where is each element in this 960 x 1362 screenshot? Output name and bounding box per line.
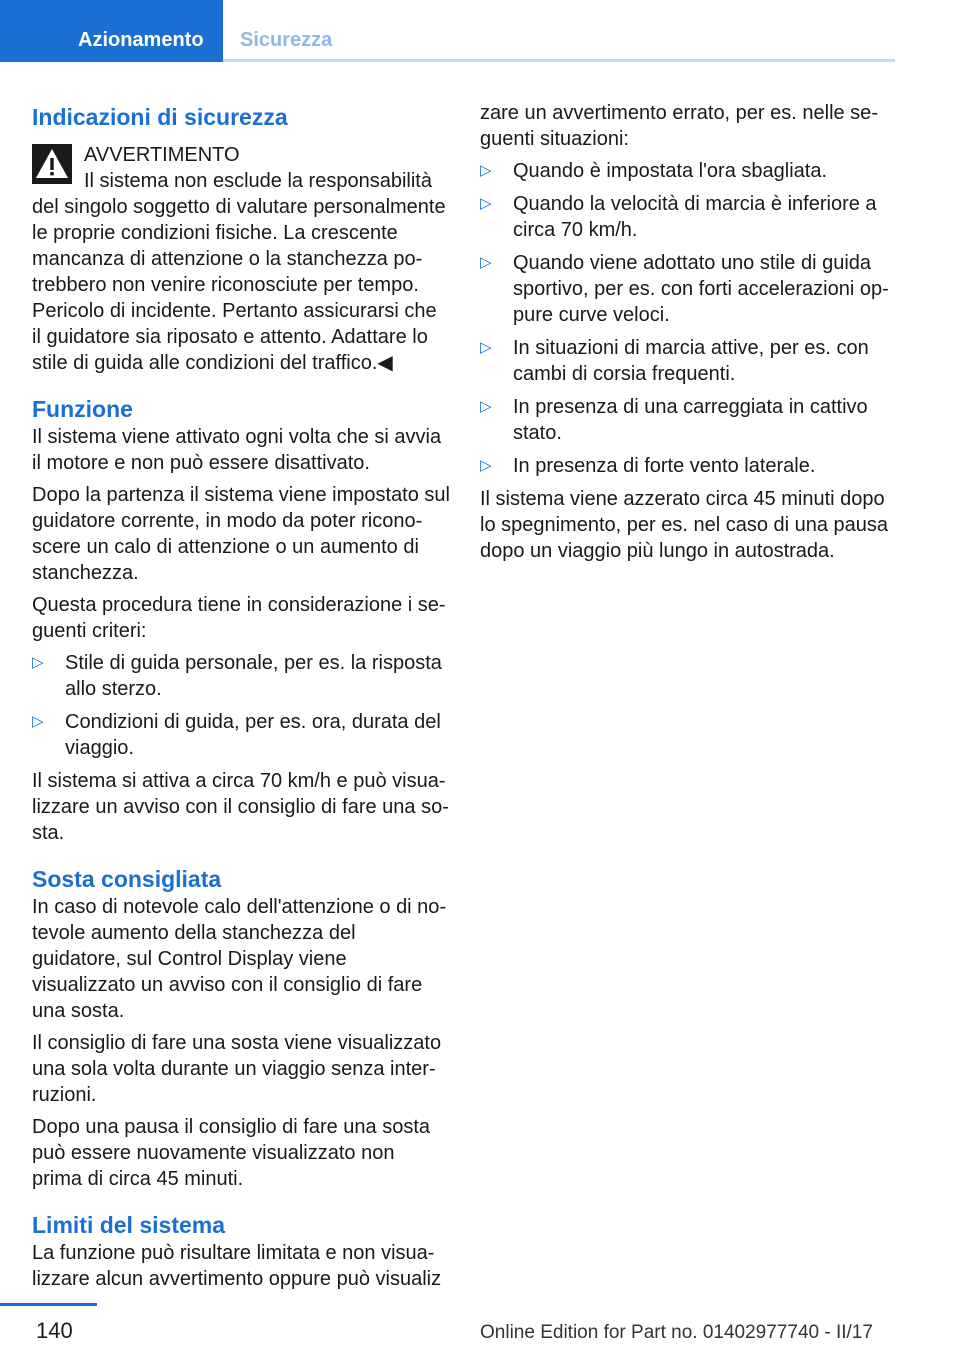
left-column [32, 100, 450, 1298]
right-column [480, 100, 898, 570]
bullet-triangle-icon: ▷ [480, 457, 492, 474]
bullet-triangle-icon: ▷ [480, 195, 492, 212]
list-item [480, 191, 898, 243]
heading-limits: Limiti del sistema [32, 1212, 226, 1238]
heading-safety: Indicazioni di sicurezza [32, 104, 288, 130]
header-bar [0, 0, 960, 62]
page-number: 140 [36, 1318, 73, 1343]
rest-paragraph-3: Dopo una pausa il consiglio di fare una sosta può essere nuovamente visualizzato non prima di circa 45 minuti. [32, 1116, 431, 1190]
rest-paragraph-2: Il consiglio di fare una sosta viene visualizzato una sola volta durante un viaggio senza interruzioni. [32, 1032, 442, 1106]
list-item-text: Quando viene adottato uno stile di guida sportivo, per es. con forti accelerazioni oppure curve veloci. [513, 252, 889, 326]
warning-block [32, 142, 450, 376]
list-item [32, 709, 450, 761]
bullet-triangle-icon: ▷ [480, 254, 492, 271]
list-item-text: Quando è impostata l'ora sbagliata. [513, 160, 828, 182]
function-paragraph-1: Il sistema viene attivato ogni volta che si avvia il motore e non può essere disattivato. [32, 426, 442, 474]
bullet-triangle-icon: ▷ [480, 339, 492, 356]
tab-azionamento[interactable]: Azionamento [0, 0, 223, 62]
list-item [32, 650, 450, 702]
header-divider [223, 59, 895, 62]
list-item [480, 335, 898, 387]
function-paragraph-2: Dopo la partenza il sistema viene impostato sul guidatore corrente, in modo da poter riconoscere un calo di attenzione o un aumento di stanchezza. [32, 484, 450, 584]
footer-accent-line [0, 1303, 97, 1306]
bullet-triangle-icon: ▷ [32, 713, 44, 730]
limits-paragraph-1: La funzione può risultare limitata e non visualizzare alcun avvertimento oppure può visualiz [32, 1242, 442, 1290]
criteria-list [32, 650, 450, 761]
rest-paragraph-1: In caso di notevole calo dell'attenzione o di notevole aumento della stanchezza del guidatore, sul Control Display viene visualizzato un avviso con il consiglio di fare una sosta. [32, 896, 447, 1022]
list-item-text: In presenza di una carreggiata in cattivo stato. [513, 396, 868, 444]
edition-note: Online Edition for Part no. 01402977740 - II/17 [480, 1322, 873, 1343]
list-item [480, 250, 898, 328]
list-item-text: In presenza di forte vento laterale. [513, 455, 816, 477]
warning-triangle-icon [32, 144, 72, 184]
list-item-text: Condizioni di guida, per es. ora, durata del viaggio. [65, 711, 441, 759]
bullet-triangle-icon: ▷ [480, 398, 492, 415]
list-item-text: Stile di guida personale, per es. la risposta allo sterzo. [65, 652, 442, 700]
limits-continued-paragraph: zare un avvertimento errato, per es. nelle seguenti situazioni: [480, 102, 878, 150]
bullet-triangle-icon: ▷ [32, 654, 44, 671]
bullet-triangle-icon: ▷ [480, 162, 492, 179]
function-paragraph-4: Il sistema si attiva a circa 70 km/h e può visualizzare un avviso con il consiglio di fare una sosta. [32, 770, 449, 844]
warning-title: AVVERTIMENTO [84, 144, 240, 166]
list-item-text: Quando la velocità di marcia è inferiore a circa 70 km/h. [513, 193, 877, 241]
warning-text: Il sistema non esclude la responsabilità del singolo soggetto di valutare personalmente le proprie condizioni fisiche. La crescente mancanza di attenzione o la stanchezza potrebbero non venire riconosciute per tempo. Pericolo di incidente. Pertanto assicurarsi che il guidatore sia riposato e attento. Adattare lo stile di guida alle condizioni del traffico.◀ [32, 170, 446, 374]
list-item [480, 453, 898, 479]
list-item-text: In situazioni di marcia attive, per es. con cambi di corsia frequenti. [513, 337, 869, 385]
list-item [480, 394, 898, 446]
situations-list [480, 158, 898, 479]
heading-rest: Sosta consigliata [32, 866, 222, 892]
list-item [480, 158, 898, 184]
tab-sicurezza[interactable]: Sicurezza [240, 29, 333, 51]
reset-paragraph: Il sistema viene azzerato circa 45 minuti dopo lo spegnimento, per es. nel caso di una pausa dopo un viaggio più lungo in autostrada. [480, 488, 889, 562]
function-paragraph-3: Questa procedura tiene in considerazione i seguenti criteri: [32, 594, 446, 642]
heading-function: Funzione [32, 396, 133, 422]
